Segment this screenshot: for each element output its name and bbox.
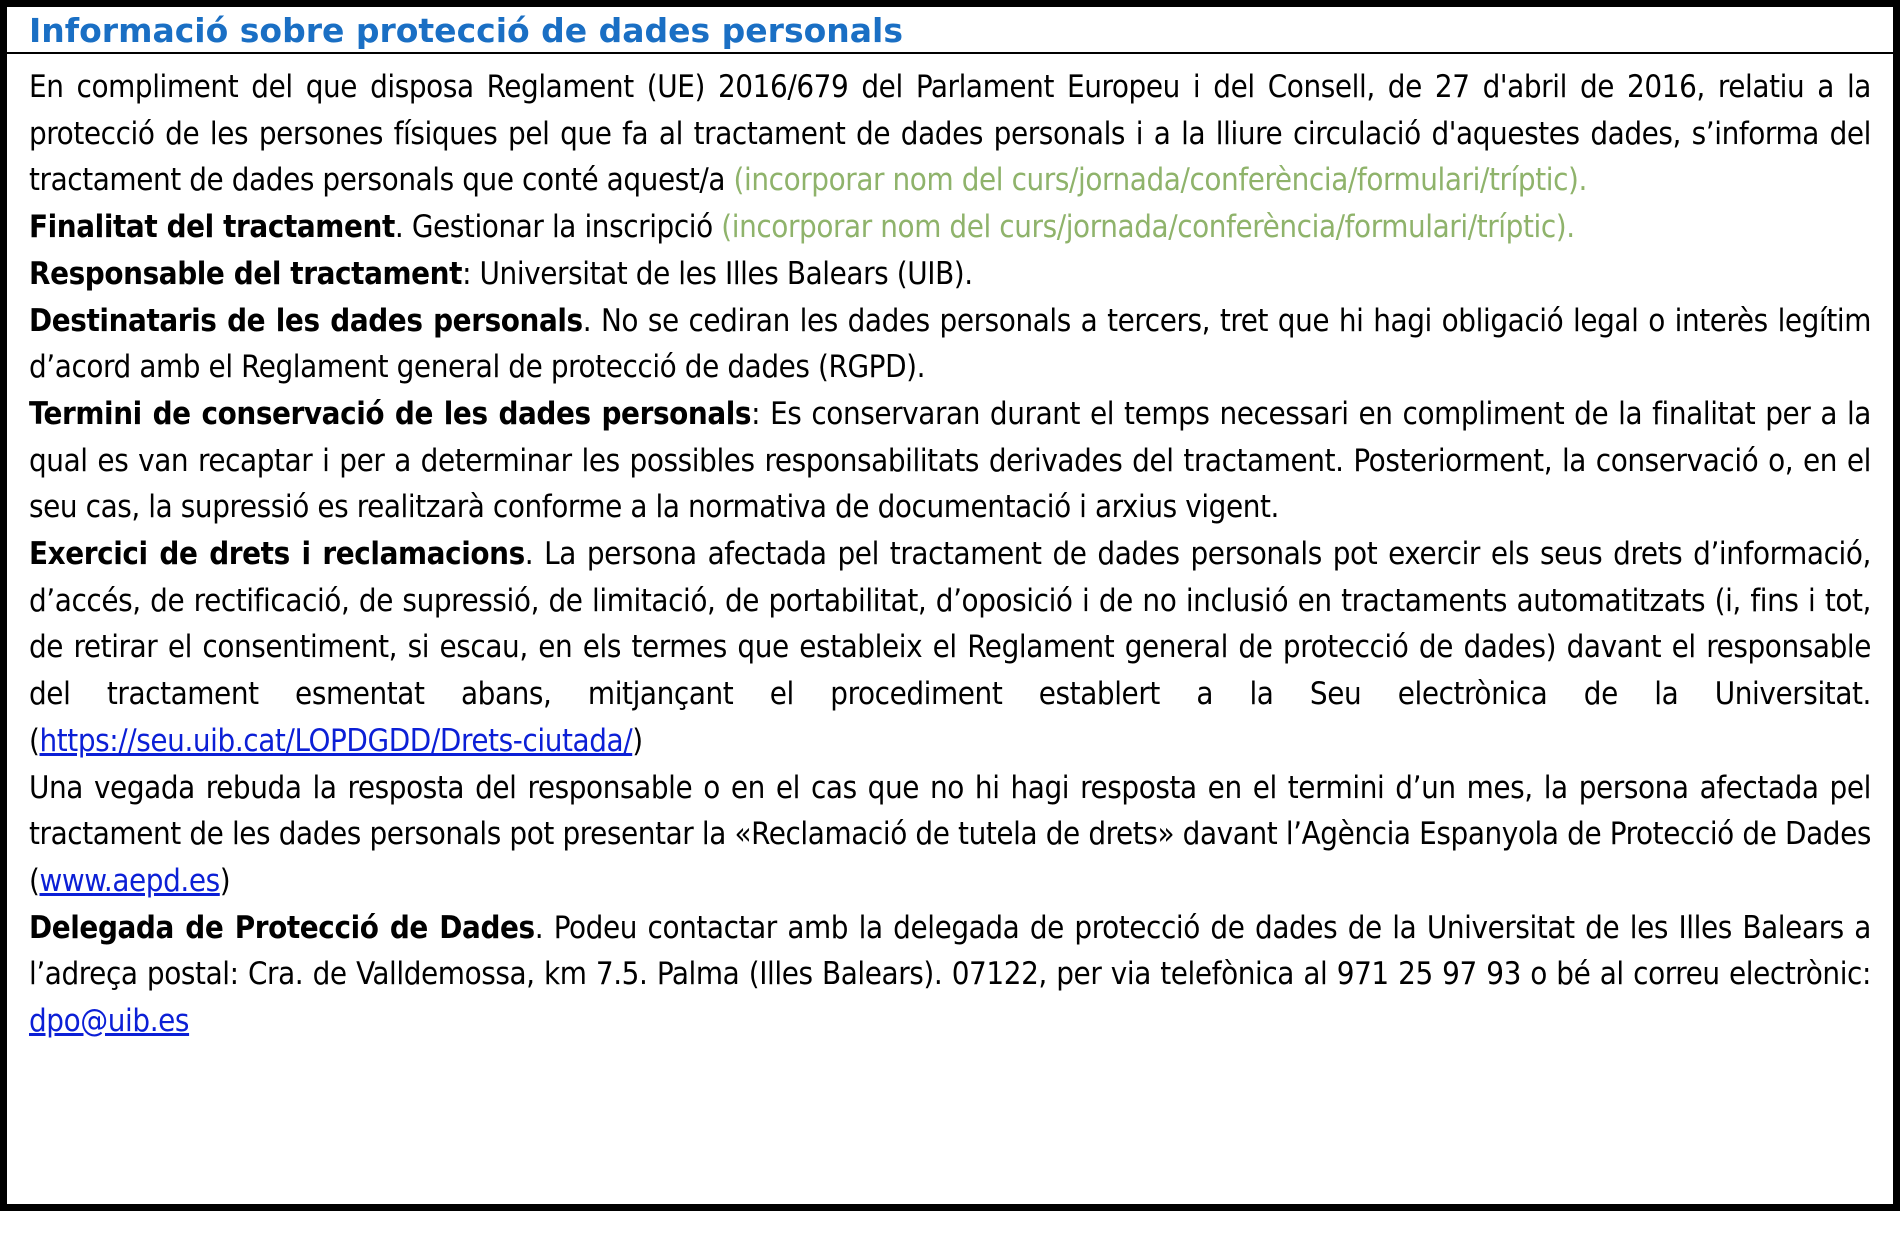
rights-label: Exercici de drets i reclamacions xyxy=(29,536,525,573)
recipients-paragraph xyxy=(29,298,1871,391)
purpose-paragraph xyxy=(29,204,1871,251)
purpose-separator: . xyxy=(394,209,404,246)
notice-body xyxy=(7,54,1893,1045)
dpo-email-link[interactable]: dpo@uib.es xyxy=(29,1003,190,1040)
dpo-text: . Podeu contactar amb la delegada de protecció de dades de la Universitat de les Illes Balears a l’adreça postal: Cra. de Valldemossa, km 7.5. Palma (Illes Balears). 07122, per via telefònica al 971 25 97 93 o bé al correu electrònic: xyxy=(29,909,1871,993)
rights-paragraph xyxy=(29,531,1871,765)
controller-label: Responsable del tractament xyxy=(29,255,463,292)
purpose-text: Gestionar la inscripció xyxy=(403,209,722,246)
complaint-paragraph xyxy=(29,765,1871,905)
intro-paragraph xyxy=(29,64,1871,204)
recipients-label: Destinataris de les dades personals xyxy=(29,302,583,339)
rights-text: . La persona afectada pel tractament de dades personals pot exercir els seus drets d’informació, d’accés, de rectificació, de supressió, de limitació, de portabilitat, d’oposició i de no inclusió en tractaments automatitzats (i, fins i tot, de retirar el consentiment, si escau, en els termes que estableix el Reglament general de protecció de dades) davant el responsable del tractament esmentat abans, mitjançant el procediment establert a la Seu electrònica de la Universitat. ( xyxy=(29,536,1871,759)
retention-paragraph xyxy=(29,391,1871,531)
dpo-label: Delegada de Protecció de Dades xyxy=(29,909,535,946)
intro-text: En compliment del que disposa Reglament (UE) 2016/679 del Parlament Europeu i del Consell, de 27 d'abril de 2016, relatiu a la protecció de les persones físiques pel que fa al tractament de dades personals i a la lliure circulació d'aquestes dades, s’informa del tractament de dades personals que conté aquest/a xyxy=(29,69,1871,199)
recipients-text: . No se cediran les dades personals a tercers, tret que hi hagi obligació legal o interès legítim d’acord amb el Reglament general de protecció de dades (RGPD). xyxy=(29,302,1871,386)
intro-placeholder: (incorporar nom del curs/jornada/conferència/formulari/tríptic). xyxy=(733,162,1587,199)
aepd-link[interactable]: www.aepd.es xyxy=(39,862,220,899)
rights-close: ) xyxy=(632,722,643,759)
complaint-close: ) xyxy=(219,862,231,899)
controller-text: : Universitat de les Illes Balears (UIB). xyxy=(462,255,973,292)
controller-paragraph xyxy=(29,251,1871,298)
retention-label: Termini de conservació de les dades personals xyxy=(29,395,752,432)
notice-title: Informació sobre protecció de dades personals xyxy=(7,7,1893,54)
purpose-label: Finalitat del tractament xyxy=(29,209,395,246)
rights-link[interactable]: https://seu.uib.cat/LOPDGDD/Drets-ciutada/ xyxy=(39,722,633,759)
complaint-text: Una vegada rebuda la resposta del responsable o en el cas que no hi hagi resposta en el termini d’un mes, la persona afectada pel tractament de les dades personals pot presentar la «Reclamació de tutela de drets» davant l’Agència Espanyola de Protecció de Dades ( xyxy=(29,769,1871,899)
retention-text: : Es conservaran durant el temps necessari en compliment de la finalitat per a la qual es van recaptar i per a determinar les possibles responsabilitats derivades del tractament. Posteriorment, la conservació o, en el seu cas, la supressió es realitzarà conforme a la normativa de documentació i arxius vigent. xyxy=(29,395,1871,526)
purpose-placeholder: (incorporar nom del curs/jornada/conferència/formulari/tríptic). xyxy=(721,209,1575,246)
dpo-paragraph xyxy=(29,905,1871,1045)
